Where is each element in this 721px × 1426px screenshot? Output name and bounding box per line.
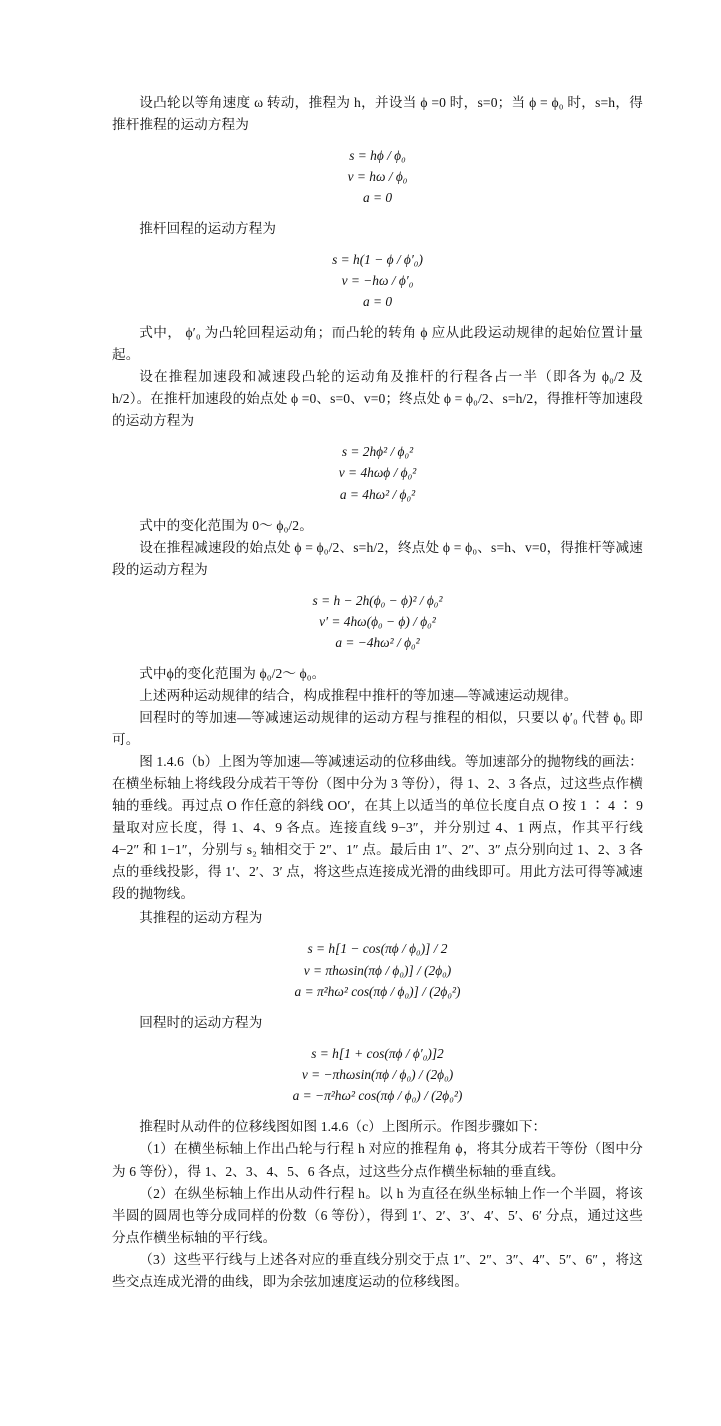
equation-line: s = h[1 + cos(πϕ / ϕ′₀)]2 xyxy=(311,1045,444,1061)
paragraph-4: 设在推程加速段和减速段凸轮的运动角及推杆的行程各占一半（即各为 ϕ₀/2 及 h/2）。在推杆加速段的始点处 ϕ =0、s=0、v=0；终点处 ϕ = ϕ₀/2、s=h/2，得推杆等加速段的运动方程为 xyxy=(112,369,643,429)
paragraph-9: 回程时的等加速—等减速运动规律的运动方程与推程的相似，只要以 ϕ′₀ 代替 ϕ₀ 即可。 xyxy=(112,710,643,748)
paragraph-10: 图 1.4.6（b）上图为等加速—等减速运动的位移曲线。等加速部分的抛物线的画法：在横坐标轴上将线段分成若干等份（图中分为 3 等份），得 1、2、3 各点，过这些点作横轴的垂线。再过点 O 作任意的斜线 OO′，在其上以适当的单位长度自点 O 按 1 ∶ 4 ∶ 9 量取对应长度，得 1、4、9 各点。连接直线 9−3″，并分别过 4、1 两点，作其平行线 4−2″ 和 1−1″，分别与 s₂ 轴相交于 2″、1″ 点。最后由 1″、2″、3″ 点分别向过 1、2、3 各点的垂线投影，得 1′、2′、3′ 点，将这些点连接成光滑的曲线即可。用此方法可得等减速段的抛物线。 xyxy=(112,754,643,902)
paragraph-1: 设凸轮以等角速度 ω 转动，推程为 h，并设当 ϕ =0 时，s=0；当 ϕ = ϕ₀ 时，s=h，得推杆推程的运动方程为 xyxy=(112,95,643,133)
equation-line: a = −4hω² / ϕ₀² xyxy=(335,635,420,651)
equation-line: v = hω / ϕ₀ xyxy=(347,169,408,185)
equation-line: a = 4hω² / ϕ₀² xyxy=(339,486,416,502)
paragraph-16: （3）这些平行线与上述各对应的垂直线分别交于点 1″、2″、3″、4″、5″、6″ ，将这些交点连成光滑的曲线，即为余弦加速度运动的位移线图。 xyxy=(112,1251,643,1289)
equation-line: s = hϕ / ϕ₀ xyxy=(349,148,406,164)
equation-line: v = 4hωϕ / ϕ₀² xyxy=(338,465,417,481)
equation-block-6 xyxy=(112,1043,643,1107)
paragraph-13: 推程时从动件的位移线图如图 1.4.6（c）上图所示。作图步骤如下： xyxy=(139,1119,547,1135)
equation-line: v′ = 4hω(ϕ₀ − ϕ) / ϕ₀² xyxy=(319,613,436,629)
equation-block-3 xyxy=(112,441,643,505)
equation-line: v = −πhωsin(πϕ / ϕ₀) / (2ϕ₀) xyxy=(301,1067,454,1083)
paragraph-3: 式中， ϕ′₀ 为凸轮回程运动角；而凸轮的转角 ϕ 应从此段运动规律的起始位置计量起。 xyxy=(112,325,643,363)
equation-block-5 xyxy=(112,938,643,1002)
equation-line: s = h[1 − cos(πϕ / ϕ₀)] / 2 xyxy=(307,941,448,957)
paragraph-14: （1）在横坐标轴上作出凸轮与行程 h 对应的推程角 ϕ，将其分成若干等份（图中分为 6 等份），得 1、2、3、4、5、6 各点，过这些分点作横坐标轴的垂直线。 xyxy=(112,1141,643,1179)
equation-block-1 xyxy=(112,145,643,209)
equation-line: v = −hω / ϕ′₀ xyxy=(341,272,414,288)
equation-line: s = 2hϕ² / ϕ₀² xyxy=(341,444,414,460)
equation-line: a = 0 xyxy=(362,190,393,206)
equation-line: s = h − 2h(ϕ₀ − ϕ)² / ϕ₀² xyxy=(312,592,443,608)
equation-line: s = h(1 − ϕ / ϕ′₀) xyxy=(332,251,423,267)
paragraph-6: 设在推程减速段的始点处 ϕ = ϕ₀/2、s=h/2，终点处 ϕ = ϕ₀、s=h、v=0，得推杆等减速段的运动方程为 xyxy=(112,539,643,577)
equation-line: a = −π²hω² cos(πϕ / ϕ₀) / (2ϕ₀²) xyxy=(292,1088,463,1104)
equation-line: a = 0 xyxy=(362,293,393,309)
equation-line: v = πhωsin(πϕ / ϕ₀)] / (2ϕ₀) xyxy=(303,962,452,978)
paragraph-7: 式中ϕ的变化范围为 ϕ₀/2～ ϕ₀。 xyxy=(139,666,326,682)
paragraph-2: 推杆回程的运动方程为 xyxy=(139,220,277,236)
paragraph-5: 式中的变化范围为 0～ ϕ₀/2。 xyxy=(139,517,313,533)
paragraph-8: 上述两种运动规律的结合，构成推程中推杆的等加速—等减速运动规律。 xyxy=(139,688,578,704)
paragraph-12: 回程时的运动方程为 xyxy=(139,1014,263,1030)
paragraph-11: 其推程的运动方程为 xyxy=(139,910,263,926)
equation-block-4 xyxy=(112,590,643,654)
equation-line: a = π²hω² cos(πϕ / ϕ₀)] / (2ϕ₀²) xyxy=(294,983,461,999)
paragraph-15: （2）在纵坐标轴上作出从动件行程 h。以 h 为直径在纵坐标轴上作一个半圆，将该半圆的圆周也等分成同样的份数（6 等份），得到 1′、2′、3′、4′、5′、6′ 分点，通过这些分点作横坐标轴的平行线。 xyxy=(112,1185,643,1245)
equation-block-2 xyxy=(112,249,643,313)
